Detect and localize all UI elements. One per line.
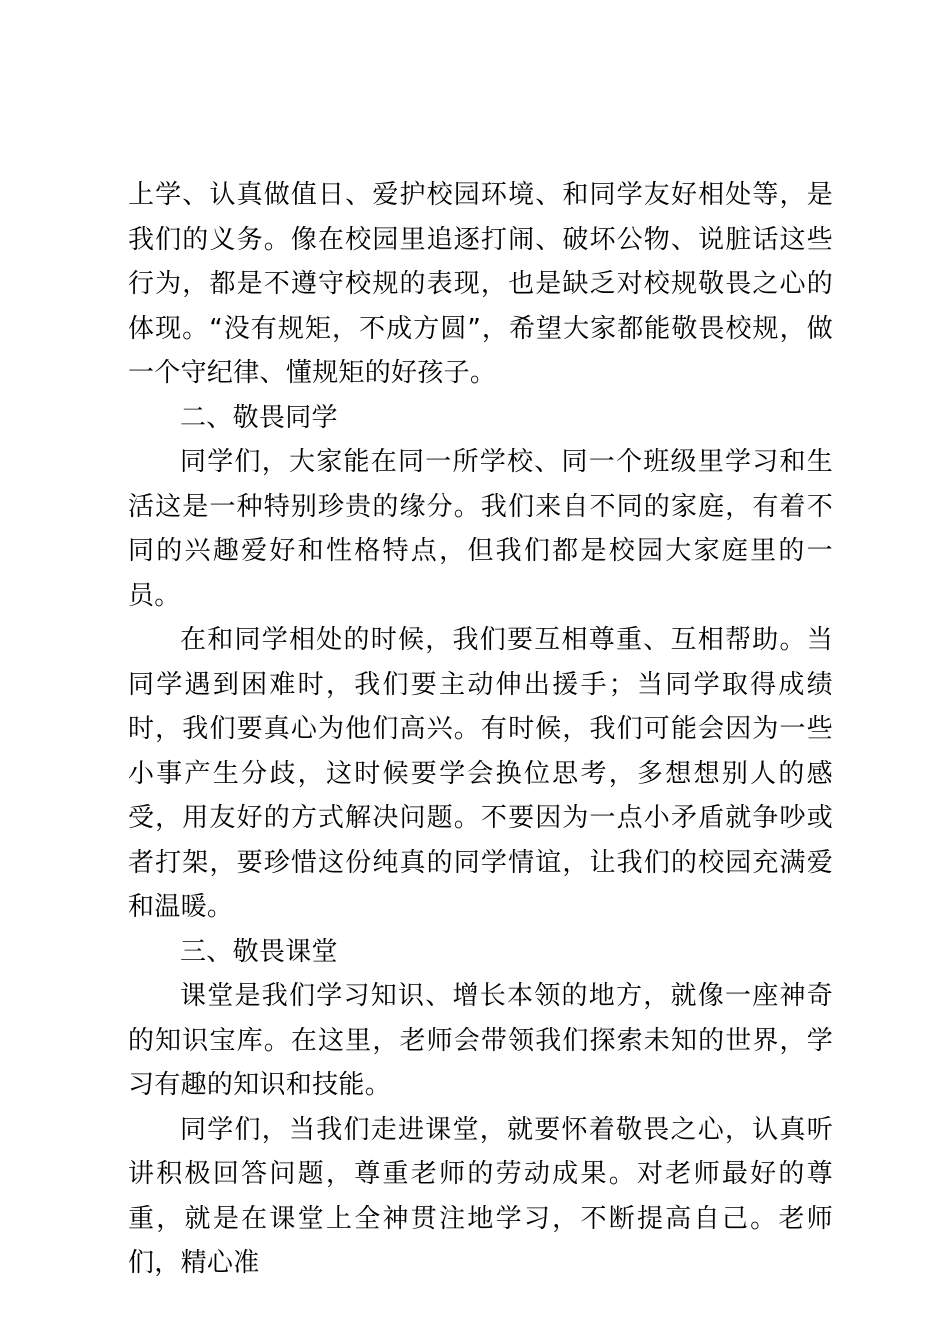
paragraph-classroom-behavior: 同学们，当我们走进课堂，就要怀着敬畏之心，认真听讲积极回答问题，尊重老师的劳动成果。对老师最好的尊重，就是在课堂上全神贯注地学习，不断提高自己。老师们，精心准 <box>128 1114 833 1278</box>
section-heading-respect-classmates: 二、敬畏同学 <box>180 402 338 433</box>
paragraph-school-rules-continued: 上学、认真做值日、爱护校园环境、和同学友好相处等，是我们的义务。像在校园里追逐打闹、破坏公物、说脏话这些行为，都是不遵守校规的表现，也是缺乏对校规敬畏之心的体现。“没有规矩，不成方圆”，希望大家都能敬畏校规，做一个守纪律、懂规矩的好孩子。 <box>128 180 833 388</box>
paragraph-classroom-intro: 课堂是我们学习知识、增长本领的地方，就像一座神奇的知识宝库。在这里，老师会带领我们探索未知的世界，学习有趣的知识和技能。 <box>128 981 833 1100</box>
paragraph-classmates-getting-along: 在和同学相处的时候，我们要互相尊重、互相帮助。当同学遇到困难时，我们要主动伸出援手；当同学取得成绩时，我们要真心为他们高兴。有时候，我们可能会因为一些小事产生分歧，这时候要学会换位思考，多想想别人的感受，用友好的方式解决问题。不要因为一点小矛盾就争吵或者打架，要珍惜这份纯真的同学情谊，让我们的校园充满爱和温暖。 <box>128 625 833 922</box>
document-page <box>128 173 833 1286</box>
paragraph-classmates-intro: 同学们，大家能在同一所学校、同一个班级里学习和生活这是一种特别珍贵的缘分。我们来自不同的家庭，有着不同的兴趣爱好和性格特点，但我们都是校园大家庭里的一员。 <box>128 447 833 611</box>
section-heading-respect-classroom: 三、敬畏课堂 <box>180 936 338 967</box>
